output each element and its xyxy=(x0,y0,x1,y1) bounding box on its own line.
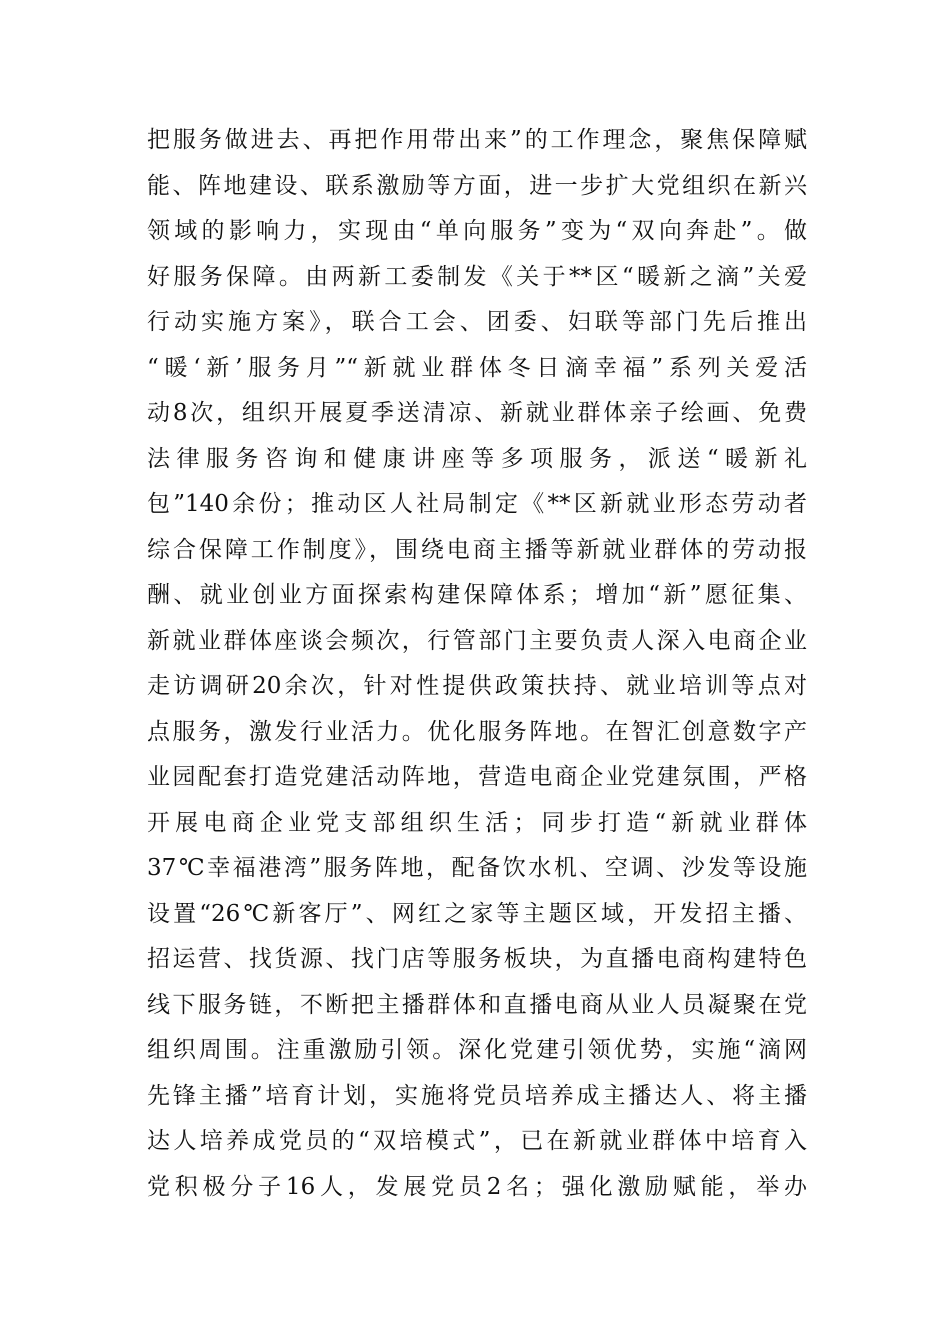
text-line: 包”140余份；推动区人社局制定《**区新就业形态劳动者 xyxy=(147,491,807,517)
text-line: 行动实施方案》，联合工会、团委、妇联等部门先后推出 xyxy=(147,309,807,335)
text-line: 动8次，组织开展夏季送清凉、新就业群体亲子绘画、免费 xyxy=(147,400,807,426)
text-line: 领域的影响力，实现由“单向服务”变为“双向奔赴”。做 xyxy=(147,218,807,244)
text-line: 设置“26℃新客厅”、网红之家等主题区域，开发招主播、 xyxy=(147,900,807,927)
text-line: 把服务做进去、再把作用带出来”的工作理念，聚焦保障赋 xyxy=(147,127,807,153)
text-line: 能、阵地建设、联系激励等方面，进一步扩大党组织在新兴 xyxy=(147,172,807,199)
text-line: 综合保障工作制度》，围绕电商主播等新就业群体的劳动报 xyxy=(147,536,807,563)
text-line: 酬、就业创业方面探索构建保障体系；增加“新”愿征集、 xyxy=(147,582,807,608)
text-line: 党积极分子16人，发展党员2名；强化激励赋能，举办 xyxy=(147,1173,807,1200)
text-line: 业园配套打造党建活动阵地，营造电商企业党建氛围，严格 xyxy=(147,764,807,790)
text-line: 先锋主播”培育计划，实施将党员培养成主播达人、将主播 xyxy=(147,1082,807,1109)
text-line: 招运营、找货源、找门店等服务板块，为直播电商构建特色 xyxy=(147,946,807,972)
text-line: 37℃幸福港湾”服务阵地，配备饮水机、空调、沙发等设施 xyxy=(147,855,807,881)
text-line: “暖‘新’服务月”“新就业群体冬日滴幸福”系列关爱活 xyxy=(147,354,807,381)
text-line: 线下服务链，不断把主播群体和直播电商从业人员凝聚在党 xyxy=(147,991,807,1018)
text-line: 新就业群体座谈会频次，行管部门主要负责人深入电商企业 xyxy=(147,627,807,654)
text-line: 好服务保障。由两新工委制发《关于**区“暖新之滴”关爱 xyxy=(147,263,807,290)
text-line: 开展电商企业党支部组织生活；同步打造“新就业群体 xyxy=(147,809,807,836)
text-line: 点服务，激发行业活力。优化服务阵地。在智汇创意数字产 xyxy=(147,718,807,745)
body-paragraph xyxy=(147,118,807,1210)
text-line: 法律服务咨询和健康讲座等多项服务，派送“暖新礼 xyxy=(147,445,807,472)
text-line: 组织周围。注重激励引领。深化党建引领优势，实施“滴网 xyxy=(147,1037,807,1063)
text-line: 达人培养成党员的“双培模式”，已在新就业群体中培育入 xyxy=(147,1128,807,1154)
text-line: 走访调研20余次，针对性提供政策扶持、就业培训等点对 xyxy=(147,673,807,699)
